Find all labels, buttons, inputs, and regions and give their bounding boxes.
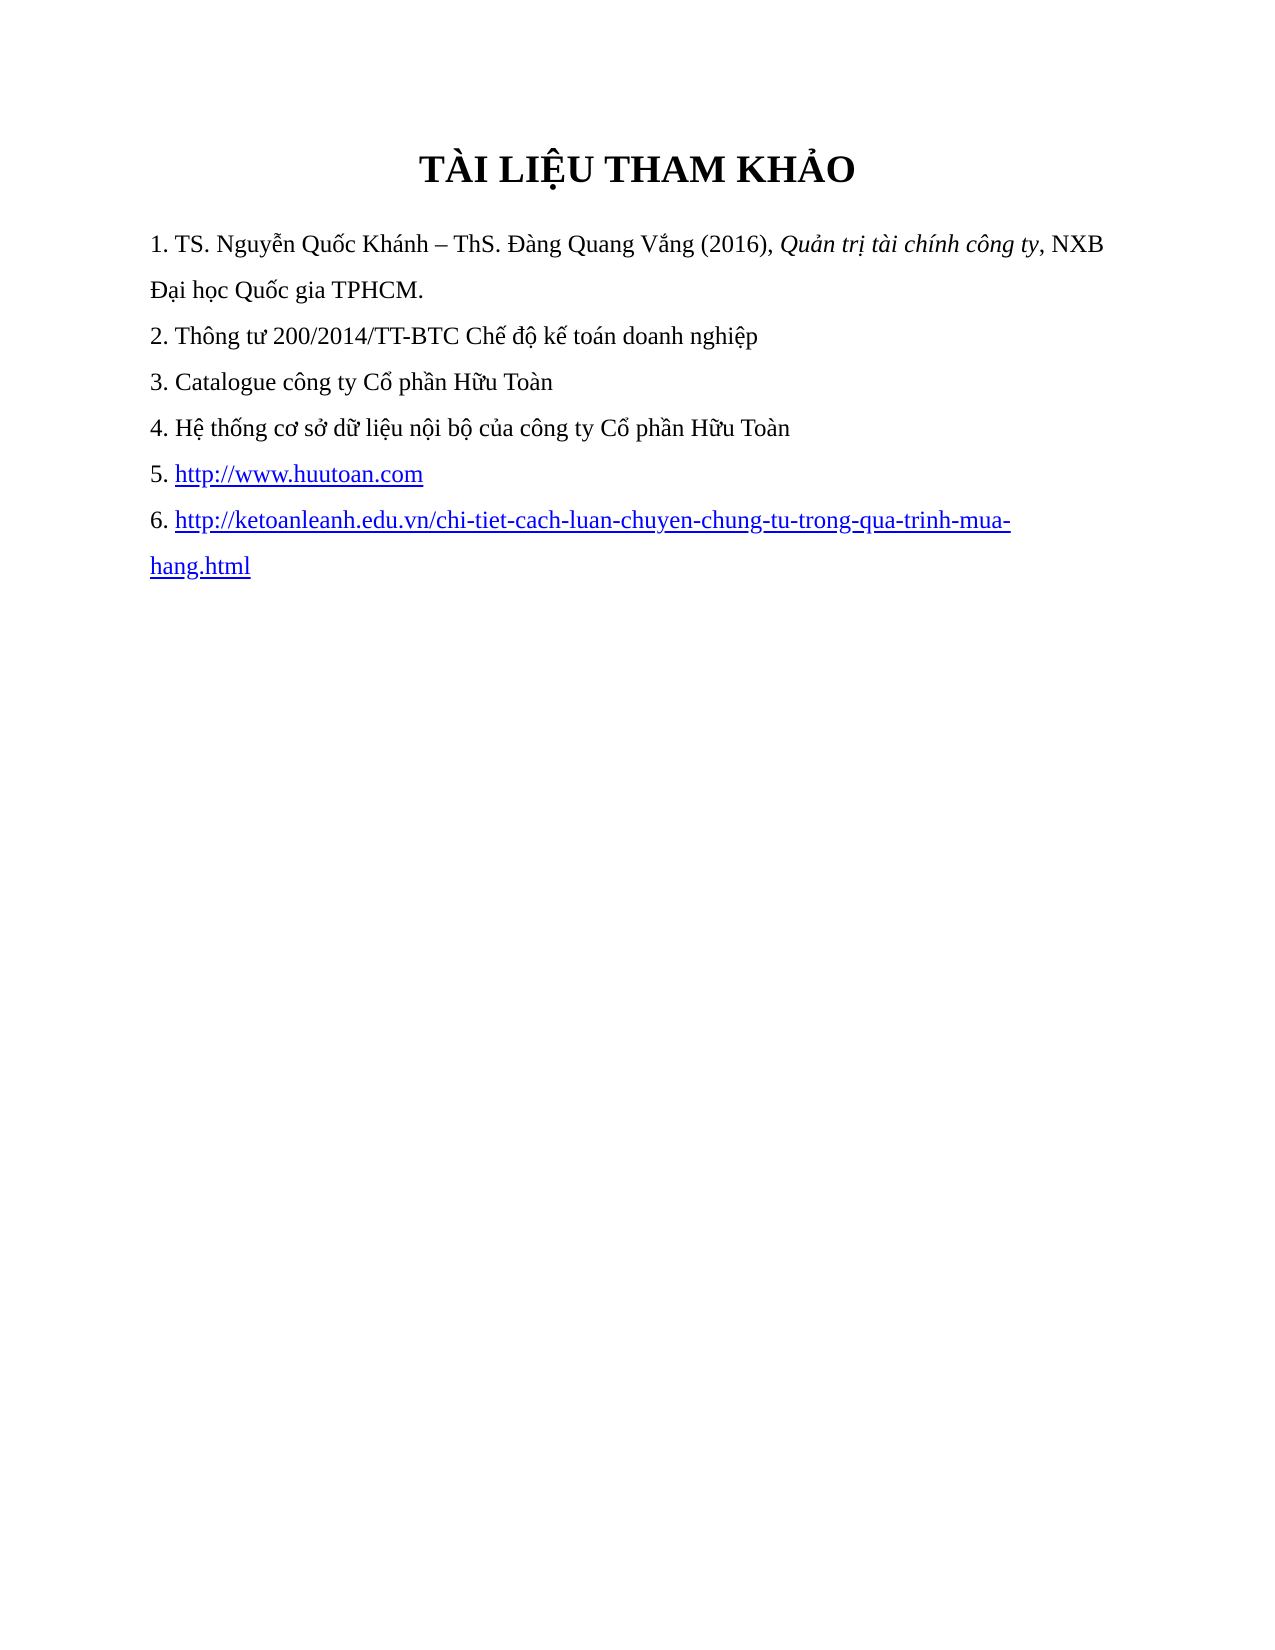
reference-publisher: , NXB Đại học Quốc gia TPHCM. (150, 231, 1105, 304)
reference-number: 1. (150, 231, 169, 258)
reference-text: Catalogue công ty Cổ phần Hữu Toàn (175, 369, 553, 396)
reference-number: 4. (150, 415, 169, 442)
reference-item-2 (150, 314, 1125, 360)
reference-item-4 (150, 406, 1125, 452)
reference-text: Thông tư 200/2014/TT-BTC Chế độ kế toán doanh nghiệp (174, 323, 758, 350)
reference-book-title: Quản trị tài chính công ty (779, 231, 1039, 258)
reference-number: 2. (150, 323, 169, 350)
reference-list (150, 222, 1125, 590)
reference-authors: TS. Nguyễn Quốc Khánh – ThS. Đàng Quang Vắng (2016), (174, 231, 774, 258)
reference-link-huutoan[interactable]: http://www.huutoan.com (175, 461, 424, 488)
reference-item-6 (150, 498, 1125, 590)
reference-number: 5. (150, 461, 169, 488)
reference-item-1 (150, 222, 1125, 314)
reference-item-3 (150, 360, 1125, 406)
reference-number: 6. (150, 507, 169, 534)
reference-item-5 (150, 452, 1125, 498)
page-title: TÀI LIỆU THAM KHẢO (418, 148, 857, 191)
reference-link-ketoanleanh[interactable]: http://ketoanleanh.edu.vn/chi-tiet-cach-luan-chuyen-chung-tu-trong-qua-trinh-mua- hang.html (150, 507, 1011, 580)
reference-text: Hệ thống cơ sở dữ liệu nội bộ của công ty Cổ phần Hữu Toàn (175, 415, 791, 442)
reference-number: 3. (150, 369, 169, 396)
